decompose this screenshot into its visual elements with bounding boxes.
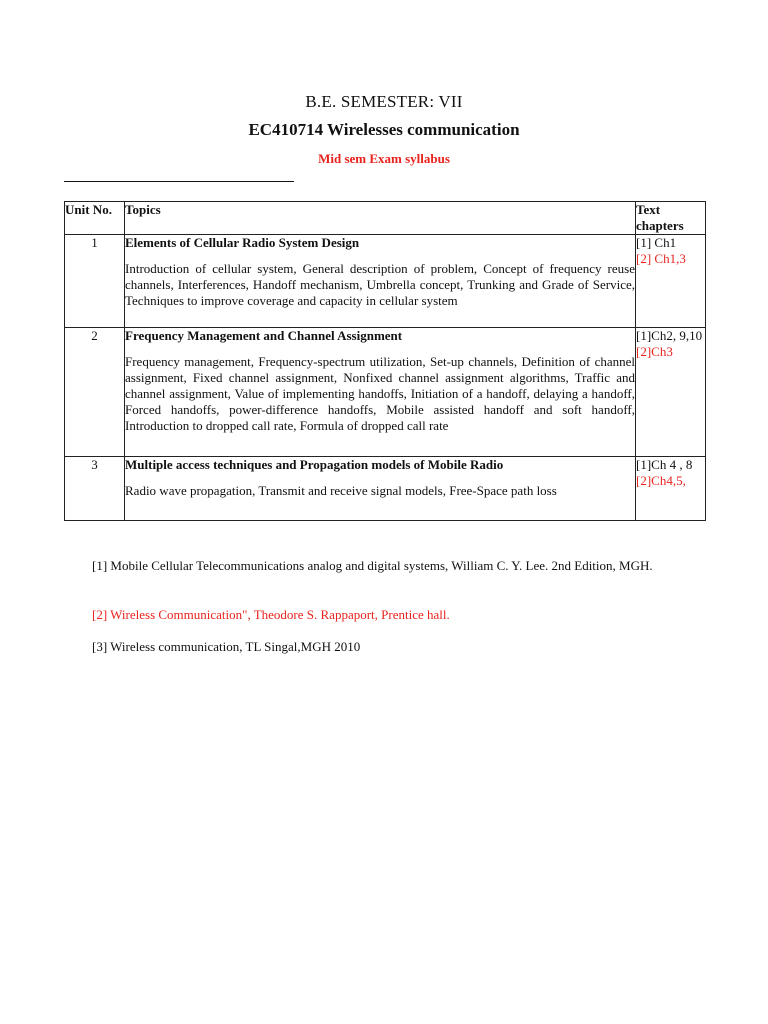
table-header-row: [65, 202, 706, 235]
topic-title: Frequency Management and Channel Assignment: [125, 328, 403, 343]
syllabus-table: [64, 201, 706, 521]
exam-subtitle: Mid sem Exam syllabus: [318, 151, 450, 166]
topic-title: Elements of Cellular Radio System Design: [125, 235, 360, 250]
reference-2: [2] Wireless Communication", Theodore S. Rappaport, Prentice hall.: [92, 607, 450, 622]
table-row: [65, 457, 706, 521]
reference-1: [1] Mobile Cellular Telecommunications analog and digital systems, William C. Y. Lee. 2nd Edition, MGH.: [92, 558, 653, 573]
course-title: EC410714 Wirelesses communication: [248, 120, 520, 139]
horizontal-rule: [64, 181, 294, 182]
chapters-primary: [1]Ch2, 9,10: [636, 328, 703, 343]
chapters-cell: [636, 328, 706, 457]
topic-cell: [125, 457, 636, 521]
reference-3: [3] Wireless communication, TL Singal,MGH 2010: [92, 639, 361, 654]
topic-description: Introduction of cellular system, General description of problem, Concept of frequency reuse channels, Interferences, Handoff mechanism, Umbrella concept, Trunking and Grade of Service, Techniques to improve coverage and capacity in cellular system: [125, 261, 635, 308]
semester-heading: B.E. SEMESTER: VII: [305, 92, 463, 111]
chapters-cell: [636, 235, 706, 328]
chapters-secondary: [2]Ch4,5,: [636, 473, 686, 488]
header-text-chapters: Text chapters: [636, 202, 706, 235]
header-unit-no: Unit No.: [65, 202, 125, 235]
chapters-secondary: [2]Ch3: [636, 344, 673, 359]
topic-cell: [125, 235, 636, 328]
unit-number: 2: [65, 328, 125, 457]
topic-cell: [125, 328, 636, 457]
chapters-primary: [1] Ch1: [636, 235, 677, 250]
header-topics: Topics: [125, 202, 636, 235]
topic-description: Frequency management, Frequency-spectrum utilization, Set-up channels, Definition of channel assignment, Fixed channel assignment, Nonfixed channel assignment algorithms, Traffic and channel assignment, Value of implementing handoffs, Initiation of a handoff, delaying a handoff, Forced handoffs, power-difference handoffs, Mobile assisted handoff and soft handoff, Introduction to dropped call rate, Formula of dropped call rate: [125, 354, 635, 433]
chapters-secondary: [2] Ch1,3: [636, 251, 686, 266]
table-row: [65, 328, 706, 457]
chapters-cell: [636, 457, 706, 521]
unit-number: 3: [65, 457, 125, 521]
chapters-primary: [1]Ch 4 , 8: [636, 457, 693, 472]
topic-description: Radio wave propagation, Transmit and receive signal models, Free-Space path loss: [125, 483, 557, 498]
table-row: [65, 235, 706, 328]
unit-number: 1: [65, 235, 125, 328]
topic-title: Multiple access techniques and Propagation models of Mobile Radio: [125, 457, 504, 472]
